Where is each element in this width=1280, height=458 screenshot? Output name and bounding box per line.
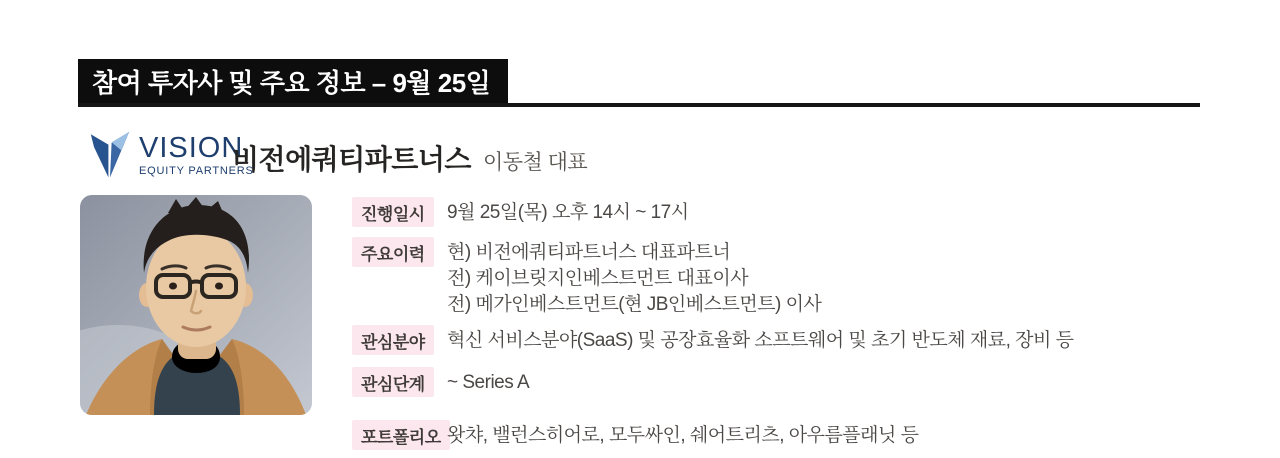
page-title-text: 참여 투자사 및 주요 정보 – 9월 25일 <box>92 67 491 98</box>
vision-logo <box>90 131 254 179</box>
info-value: 9월 25일(목) 오후 14시 ~ 17시 <box>447 202 689 223</box>
info-row <box>352 325 1073 355</box>
logo-name: VISION <box>139 131 244 164</box>
info-label-badge: 포트폴리오 <box>352 420 450 450</box>
company-name: 비전에쿼티파트너스 <box>232 144 471 175</box>
info-value: 왓챠, 밸런스히어로, 모두싸인, 쉐어트리츠, 아우름플래닛 등 <box>447 425 919 446</box>
info-row <box>352 420 919 450</box>
info-label-badge: 관심단계 <box>352 367 434 397</box>
info-label-badge: 진행일시 <box>352 197 434 227</box>
info-value: 전) 메가인베스트먼트(현 JB인베스트먼트) 이사 <box>447 294 822 315</box>
info-value: 전) 케이브릿지인베스트먼트 대표이사 <box>447 268 749 289</box>
info-label-column <box>352 325 447 355</box>
ceo-portrait-illustration <box>80 195 312 415</box>
info-values <box>447 367 529 396</box>
title-underline <box>78 103 1200 107</box>
info-values <box>447 197 689 226</box>
info-label-badge: 주요이력 <box>352 237 434 267</box>
logo-subtitle: EQUITY PARTNERS <box>139 164 254 177</box>
ceo-photo <box>80 195 312 415</box>
info-label-column <box>352 197 447 227</box>
info-values <box>447 325 1073 354</box>
info-row <box>352 237 821 318</box>
info-label-column <box>352 237 447 267</box>
info-values <box>447 237 821 318</box>
page-title <box>78 59 508 103</box>
info-value: 현) 비전에쿼티파트너스 대표파트너 <box>447 242 731 263</box>
ceo-name: 이동철 대표 <box>482 151 588 174</box>
info-label-badge: 관심분야 <box>352 325 434 355</box>
info-row <box>352 197 689 227</box>
info-label-column <box>352 420 447 450</box>
info-value: ~ Series A <box>447 372 530 393</box>
info-label-column <box>352 367 447 397</box>
info-values <box>447 420 919 449</box>
company-line <box>232 138 587 178</box>
vision-v-icon <box>90 131 130 179</box>
info-row <box>352 367 529 397</box>
info-value: 혁신 서비스분야(SaaS) 및 공장효율화 소프트웨어 및 초기 반도체 재료, 장비 등 <box>447 330 1074 351</box>
